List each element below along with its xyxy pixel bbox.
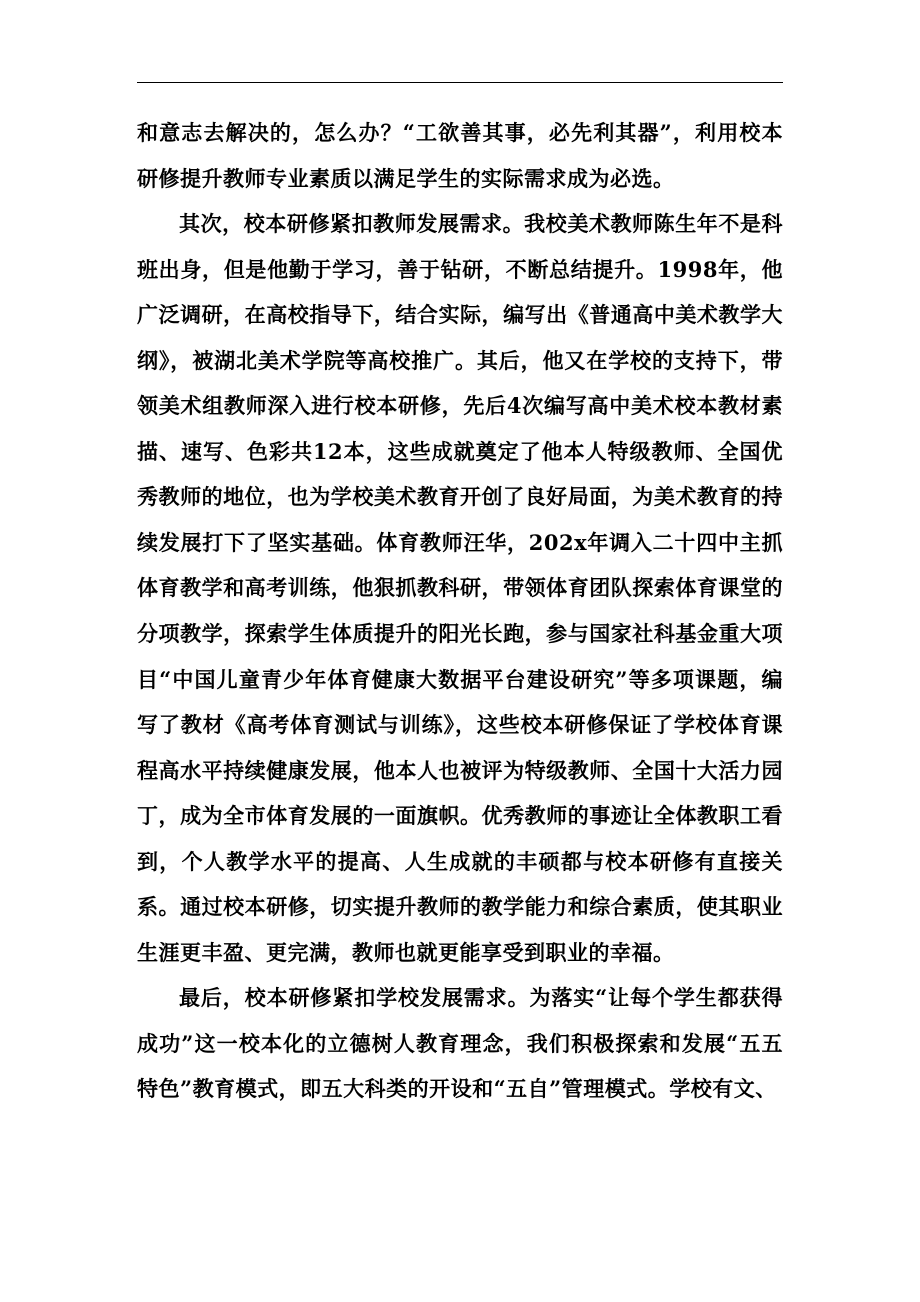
paragraph-2: 其次，校本研修紧扣教师发展需求。我校美术教师陈生年不是科班出身，但是他勤于学习，善于钻研，不断总结提升。1998年，他广泛调研，在高校指导下，结合实际，编写出《普通高中美术教学大纲》，被湖北美术学院等高校推广。其后，他又在学校的支持下，带领美术组教师深入进行校本研修，先后4次编写高中美术校本教材素描、速写、色彩共12本，这些成就奠定了他本人特级教师、全国优秀教师的地位，也为学校美术教育开创了良好局面，为美术教育的持续发展打下了坚实基础。体育教师汪华，202x年调入二十四中主抓体育教学和高考训练，他狠抓教科研，带领体育团队探索体育课堂的分项教学，探索学生体质提升的阳光长跑，参与国家社科基金重大项目“中国儿童青少年体育健康大数据平台建设研究”等多项课题，编写了教材《高考体育测试与训练》，这些校本研修保证了学校体育课程高水平持续健康发展，他本人也被评为特级教师、全国十大活力园丁，成为全市体育发展的一面旗帜。优秀教师的事迹让全体教职工看到，个人教学水平的提高、人生成就的丰硕都与校本研修有直接关系。通过校本研修，切实提升教师的教学能力和综合素质，使其职业生涯更丰盈、更完满，教师也就更能享受到职业的幸福。 — [137, 211, 783, 965]
paragraph-1: 和意志去解决的，怎么办？“工欲善其事，必先利其器”，利用校本研修提升教师专业素质以满足学生的实际需求成为必选。 — [137, 120, 783, 191]
header-rule — [137, 82, 783, 83]
paragraph-3: 最后，校本研修紧扣学校发展需求。为落实“让每个学生都获得成功”这一校本化的立德树人教育理念，我们积极探索和发展“五五特色”教育模式，即五大科类的开设和“五自”管理模式。学校有文、 — [137, 985, 783, 1102]
document-body — [137, 110, 783, 1112]
